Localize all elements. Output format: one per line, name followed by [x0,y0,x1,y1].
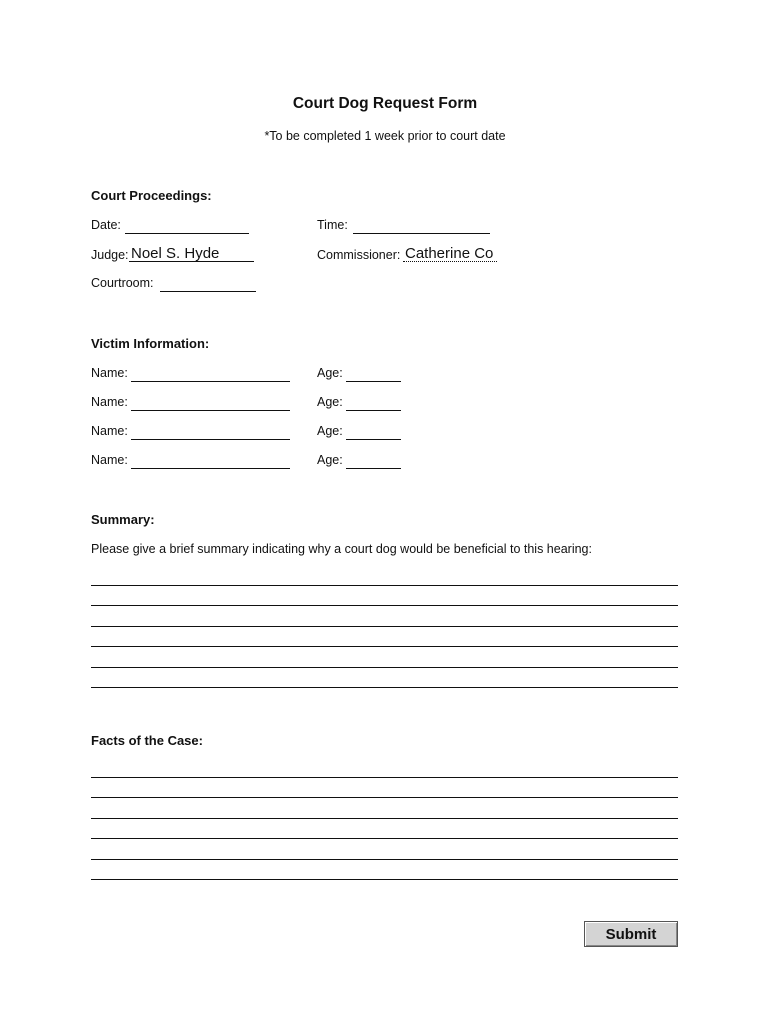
victim-row [91,366,411,386]
victim-row [91,395,411,415]
victim-age-label: Age: [317,366,343,380]
victim-age-label: Age: [317,453,343,467]
time-field[interactable] [353,218,490,234]
victim-age-label: Age: [317,424,343,438]
victim-age-field[interactable] [346,395,401,411]
summary-line-4[interactable] [91,631,678,647]
victim-information-heading: Victim Information: [91,336,210,351]
court-proceedings-heading: Court Proceedings: [91,188,212,203]
victim-age-field[interactable] [346,424,401,440]
victim-name-label: Name: [91,366,128,380]
form-title: Court Dog Request Form [292,95,478,112]
victim-age-label: Age: [317,395,343,409]
facts-line-2[interactable] [91,782,678,798]
facts-line-6[interactable] [91,864,678,880]
submit-button[interactable]: Submit [584,921,678,947]
summary-line-1[interactable] [91,570,678,586]
courtroom-field[interactable] [160,276,256,292]
summary-line-3[interactable] [91,611,678,627]
facts-line-5[interactable] [91,844,678,860]
commissioner-label: Commissioner: [317,248,401,262]
victim-age-field[interactable] [346,453,401,469]
facts-heading: Facts of the Case: [91,733,203,748]
victim-name-label: Name: [91,453,128,467]
summary-line-5[interactable] [91,652,678,668]
commissioner-row [317,246,502,266]
summary-line-6[interactable] [91,672,678,688]
date-row [91,218,261,238]
judge-row [91,246,261,266]
commissioner-field[interactable] [403,246,497,262]
victim-name-label: Name: [91,424,128,438]
date-label: Date: [91,218,121,232]
judge-label: Judge: [91,248,129,262]
summary-line-2[interactable] [91,590,678,606]
courtroom-row [91,276,261,296]
time-row [317,218,497,238]
victim-name-field[interactable] [131,424,290,440]
victim-name-field[interactable] [131,366,290,382]
victim-name-field[interactable] [131,453,290,469]
form-subtitle: *To be completed 1 week prior to court date [264,129,506,143]
date-field[interactable] [125,218,249,234]
victim-row [91,424,411,444]
judge-field[interactable] [129,246,254,262]
victim-row [91,453,411,473]
victim-name-label: Name: [91,395,128,409]
summary-heading: Summary: [91,512,155,527]
victim-name-field[interactable] [131,395,290,411]
courtroom-label: Courtroom: [91,276,154,290]
time-label: Time: [317,218,348,232]
facts-line-3[interactable] [91,803,678,819]
facts-line-1[interactable] [91,762,678,778]
facts-line-4[interactable] [91,823,678,839]
victim-age-field[interactable] [346,366,401,382]
summary-prompt: Please give a brief summary indicating why a court dog would be beneficial to this hearing: [91,542,592,556]
